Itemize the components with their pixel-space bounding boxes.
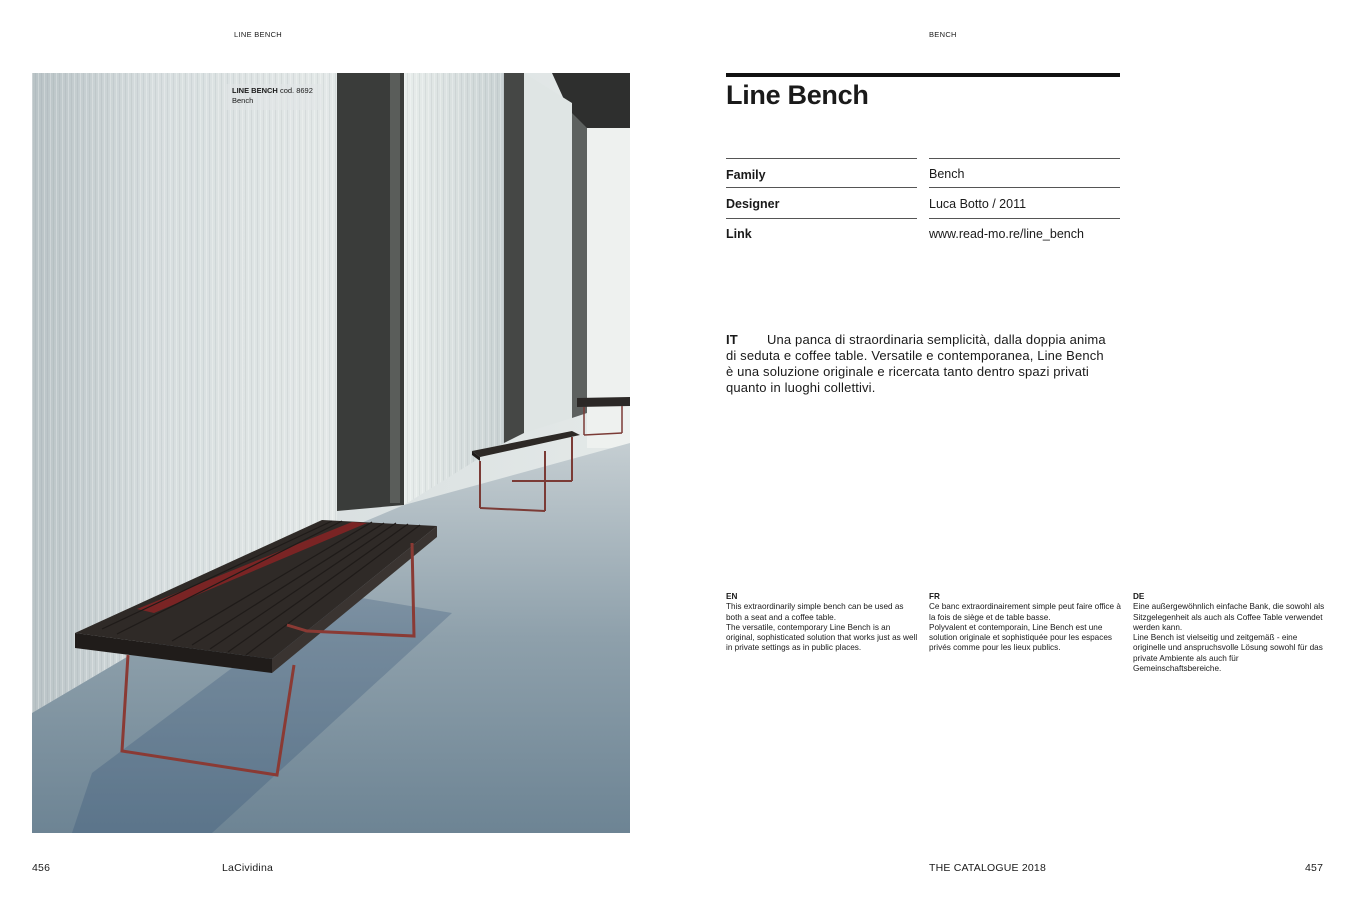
lang-label-en: EN (726, 592, 738, 601)
lang-label-it: IT (726, 332, 738, 347)
lang-label-fr: FR (929, 592, 940, 601)
title-rule (726, 73, 1120, 77)
left-running-title: LINE BENCH (234, 30, 283, 39)
caption-family: Bench (232, 96, 254, 105)
left-brand: LaCividina (222, 862, 274, 874)
left-page-number: 456 (32, 862, 51, 874)
spec-label-family: Family (726, 168, 766, 182)
spec-value-link[interactable]: www.read-mo.re/line_bench (929, 227, 1084, 241)
photo-caption (226, 84, 322, 110)
description-fr-text: Ce banc extraordinairement simple peut faire office à la fois de siège et de table basse. Polyvalent et contemporain, Line Bench est une solution originale et sophistiquée pour les espaces privés comme pour les lieux publics. (929, 602, 1121, 653)
description-de (1133, 592, 1326, 674)
product-photo (32, 73, 630, 833)
description-it-text: Una panca di straordinaria semplicità, dalla doppia anima di seduta e coffee table. Versatile e contemporanea, Line Bench è una soluzione originale e ricercata tanto dentro spazi privati quanto in luoghi collettivi. (726, 332, 1106, 395)
spec-rule (726, 218, 917, 219)
spec-rule (726, 158, 917, 159)
right-running-title: BENCH (929, 30, 957, 39)
product-title: Line Bench (726, 80, 869, 110)
bench-scene-illustration (32, 73, 630, 833)
description-de-text: Eine außergewöhnlich einfache Bank, die sowohl als Sitzgelegenheit als auch als Coffee Table verwendet werden kann. Line Bench ist vielseitig und zeitgemäß - eine originelle und anspruchsvolle Lösung sowohl für das private Ambiente als auch für Gemeinschaftsbereiche. (1133, 602, 1325, 674)
spec-rule (929, 218, 1120, 219)
caption-product-name: LINE BENCH (232, 86, 278, 95)
description-fr (929, 592, 1122, 654)
spec-value-designer: Luca Botto / 2011 (929, 197, 1027, 211)
description-en (726, 592, 919, 654)
spec-rule (726, 187, 917, 188)
description-en-text: This extraordinarily simple bench can be used as both a seat and a coffee table. The versatile, contemporary Line Bench is an original, sophisticated solution that works just as well in private settings as in public places. (726, 602, 918, 653)
caption-product-code: cod. 8692 (279, 86, 313, 95)
lang-label-de: DE (1133, 592, 1145, 601)
spec-rule (929, 158, 1120, 159)
spec-value-family: Bench (929, 167, 965, 181)
right-catalogue-title: THE CATALOGUE 2018 (929, 862, 1046, 874)
description-it (726, 332, 1106, 396)
right-page-number: 457 (1305, 862, 1324, 874)
spec-label-link: Link (726, 227, 752, 241)
spec-rule (929, 187, 1120, 188)
spec-label-designer: Designer (726, 197, 780, 211)
